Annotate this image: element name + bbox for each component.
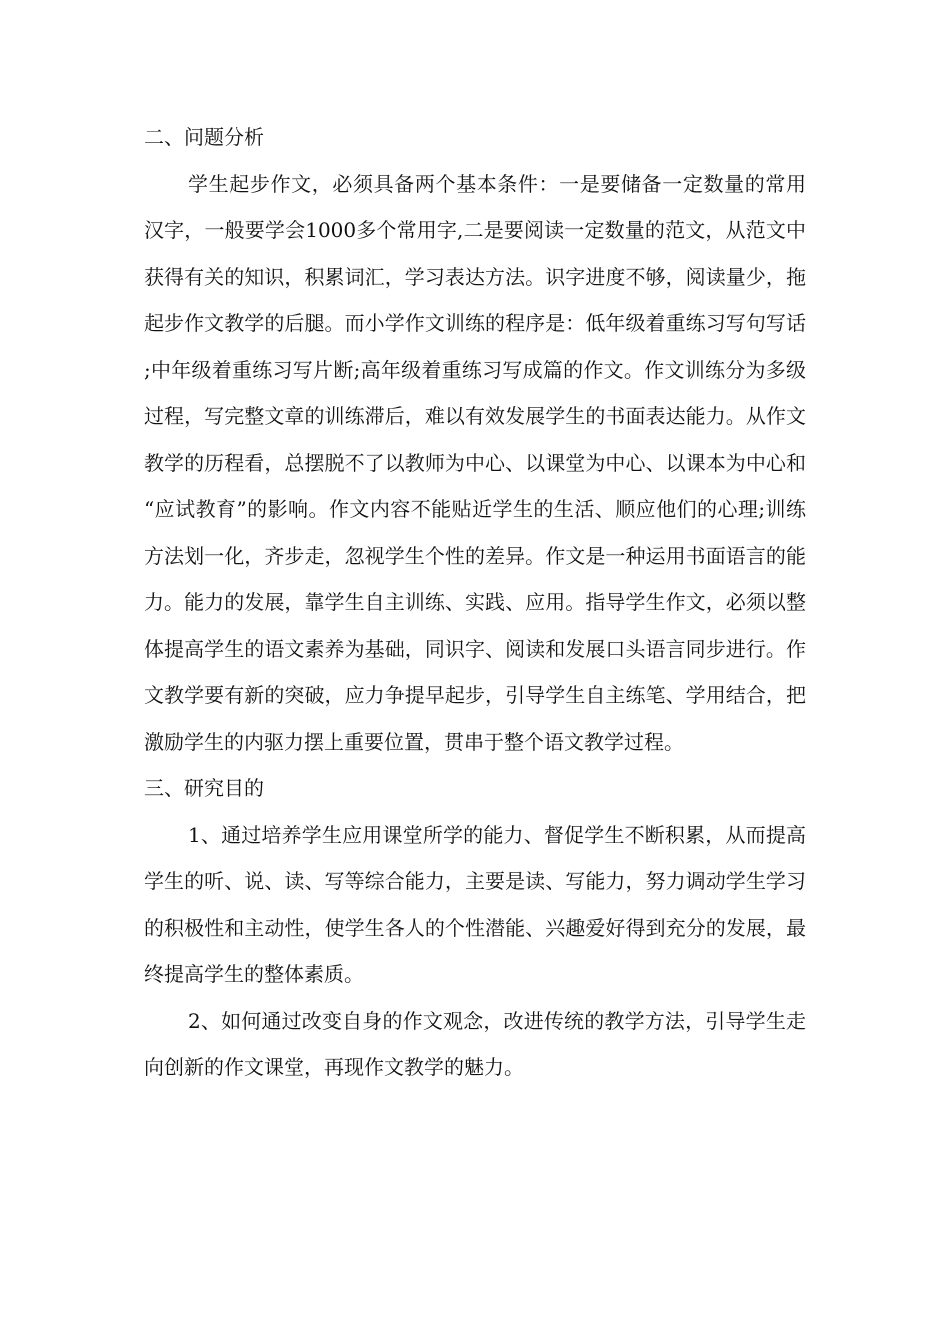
paragraph-problem-analysis: 学生起步作文，必须具备两个基本条件：一是要储备一定数量的常用汉字，一般要学会1000多个常用字,二是要阅读一定数量的范文，从范文中获得有关的知识，积累词汇，学习表达方法。识字进度不够，阅读量少，拖起步作文教学的后腿。而小学作文训练的程序是：低年级着重练习写句写话;中年级着重练习写片断;高年级着重练习写成篇的作文。作文训练分为多级过程，写完整文章的训练滞后，难以有效发展学生的书面表达能力。从作文教学的历程看，总摆脱不了以教师为中心、以课堂为中心、以课本为中心和“应试教育”的影响。作文内容不能贴近学生的生活、顺应他们的心理;训练方法划一化，齐步走，忽视学生个性的差异。作文是一种运用书面语言的能力。能力的发展，靠学生自主训练、实践、应用。指导学生作文，必须以整体提高学生的语文素养为基础，同识字、阅读和发展口头语言同步进行。作文教学要有新的突破，应力争提早起步，引导学生自主练笔、学用结合，把激励学生的内驱力摆上重要位置，贯串于整个语文教学过程。 <box>144 171 806 754</box>
section-heading-problem-analysis: 二、问题分析 <box>144 125 264 149</box>
section-heading-research-purpose: 三、研究目的 <box>144 776 264 800</box>
paragraph-research-purpose-2: 2、如何通过改变自身的作文观念，改进传统的教学方法，引导学生走向创新的作文课堂，再现作文教学的魅力。 <box>144 1008 806 1079</box>
paragraph-research-purpose-1: 1、通过培养学生应用课堂所学的能力、督促学生不断积累，从而提高学生的听、说、读、写等综合能力，主要是读、写能力，努力调动学生学习的积极性和主动性，使学生各人的个性潜能、兴趣爱好得到充分的发展，最终提高学生的整体素质。 <box>144 822 806 986</box>
document-body <box>144 114 806 1091</box>
